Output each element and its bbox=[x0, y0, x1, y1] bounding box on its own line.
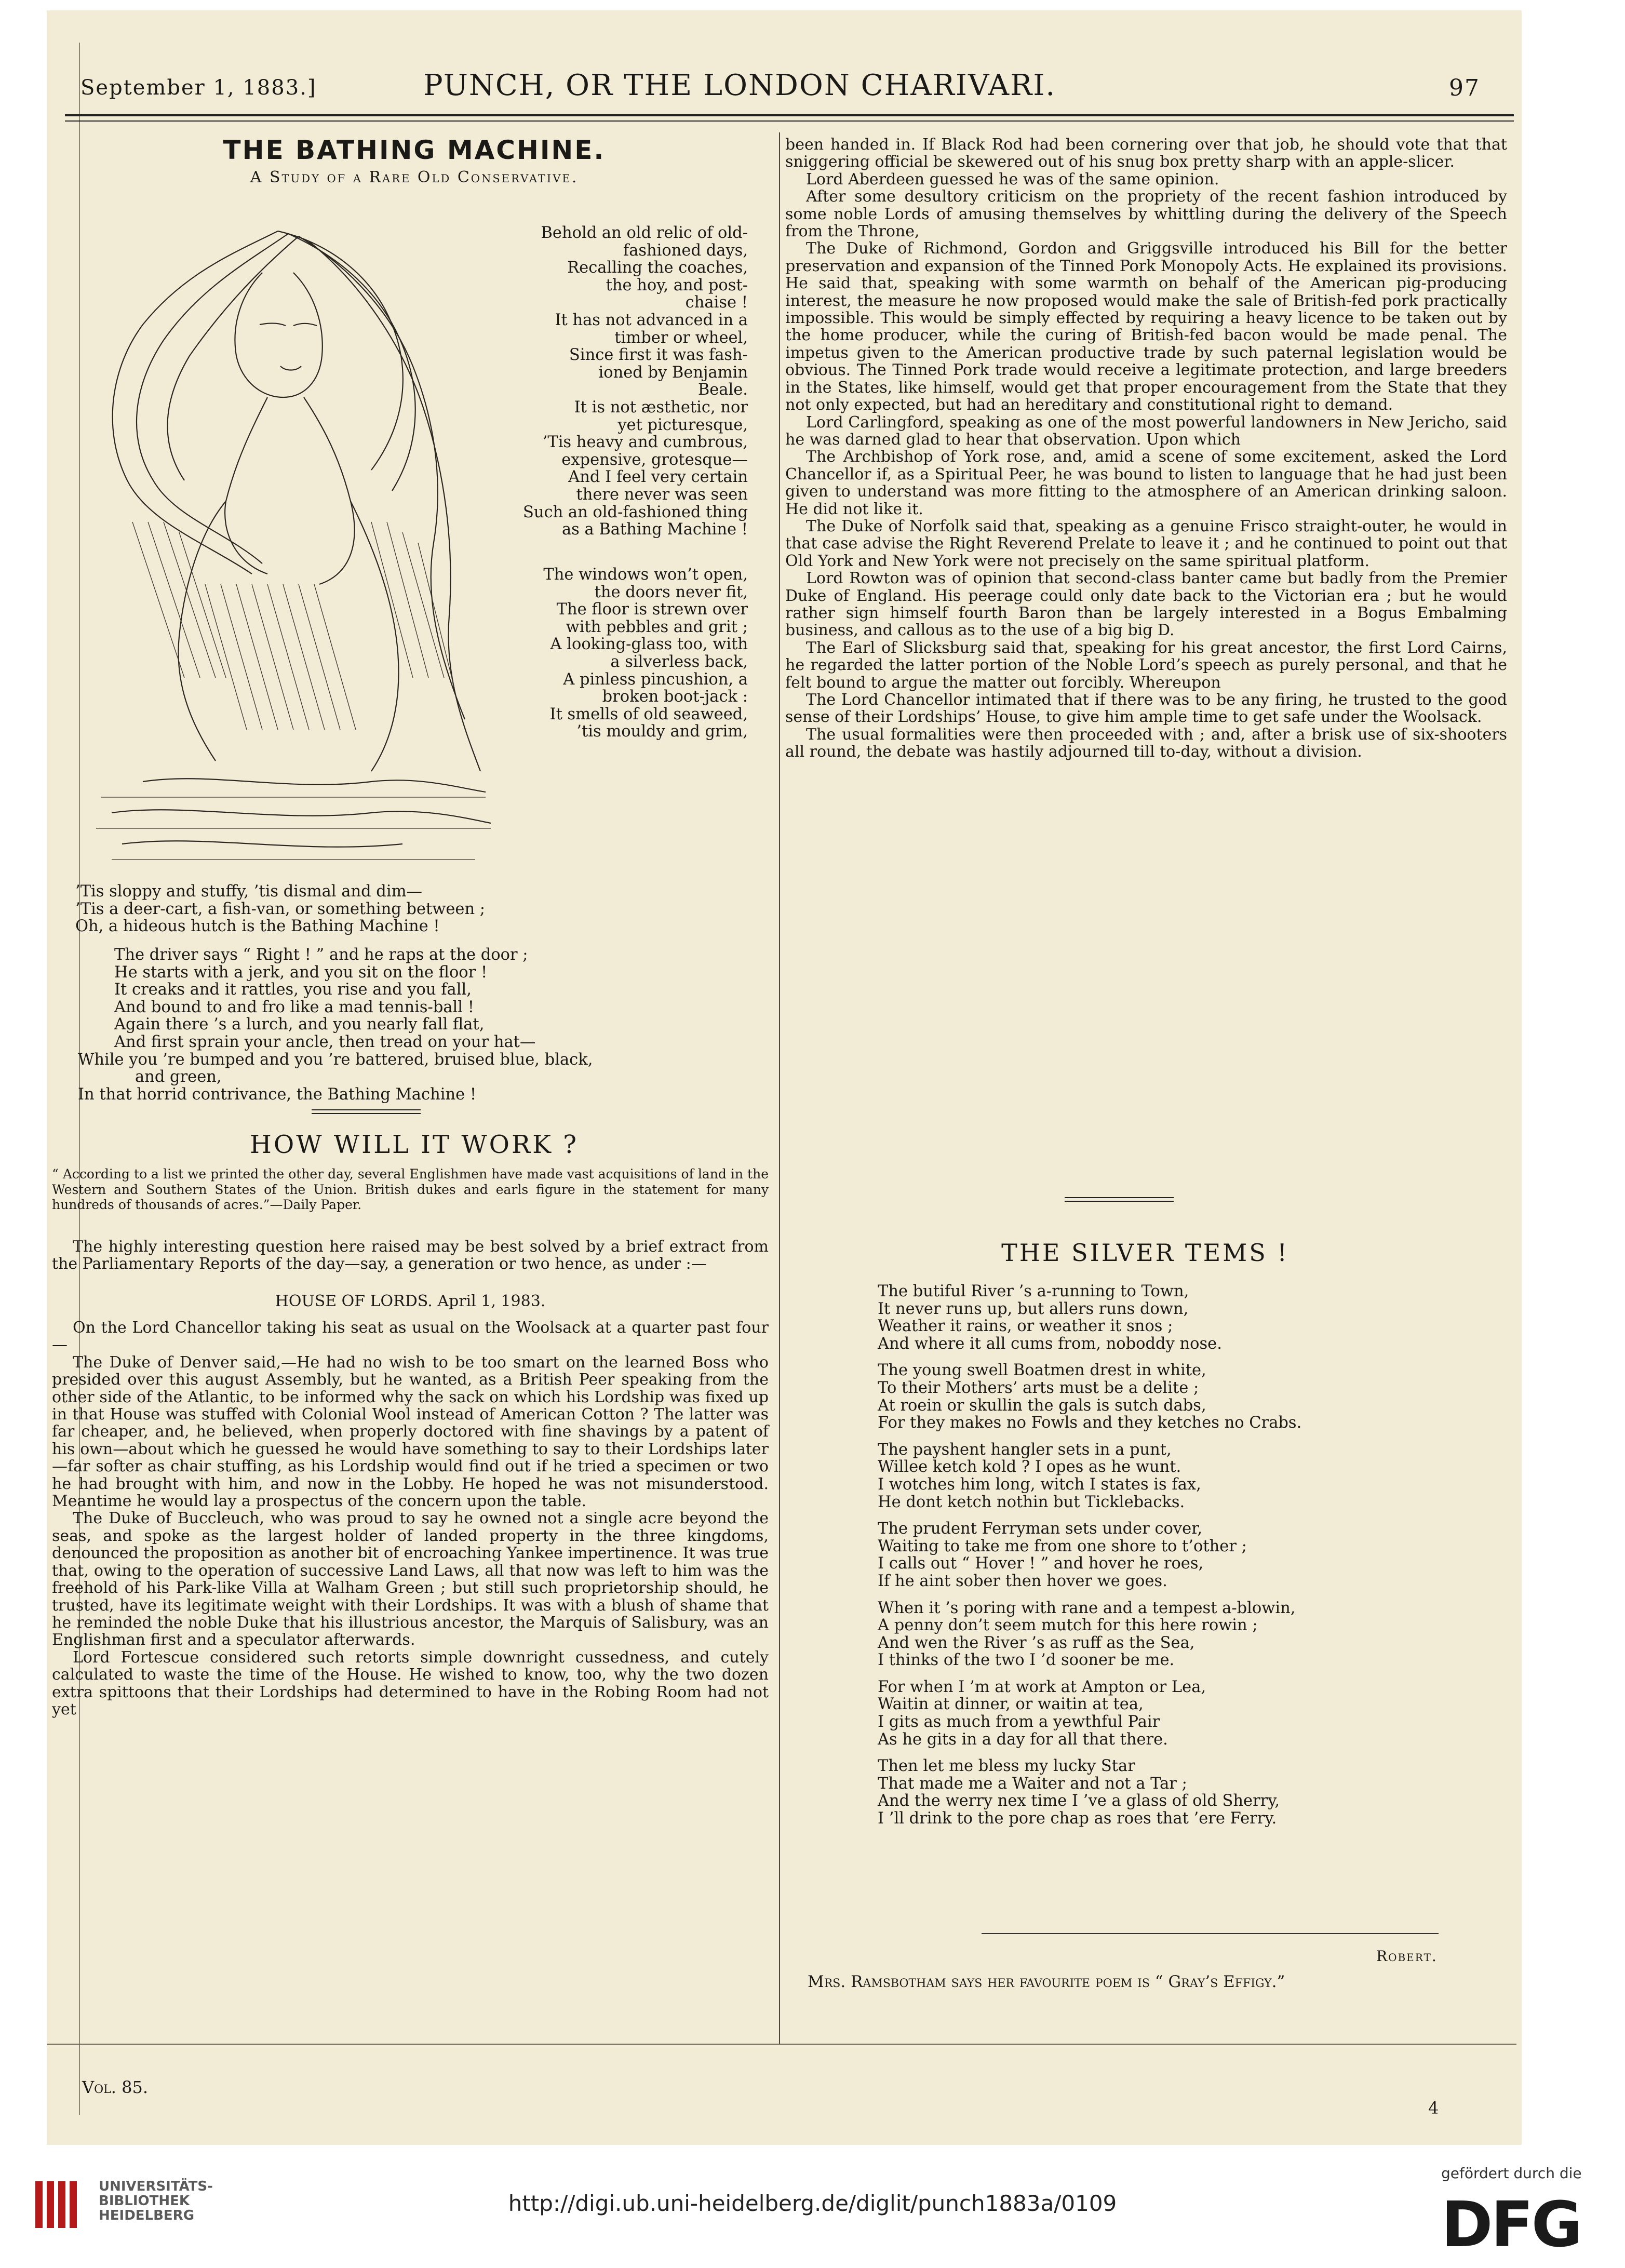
volume-label: Vol. 85. bbox=[82, 2077, 148, 2097]
work-title: HOW WILL IT WORK ? bbox=[249, 1130, 579, 1159]
poem-stanza bbox=[878, 1757, 1501, 1827]
silver-title: THE SILVER TEMS ! bbox=[1001, 1239, 1289, 1267]
verse-line: ’tis mouldy and grim, bbox=[576, 722, 748, 741]
verse-line: ’Tis heavy and cumbrous, bbox=[542, 433, 748, 452]
bathing-title: THE BATHING MACHINE. bbox=[223, 135, 606, 165]
paragraph: On the Lord Chancellor taking his seat as usual on the Woolsack at a quarter past four— bbox=[52, 1319, 769, 1354]
header-rule bbox=[65, 114, 1514, 116]
verse-line: fashioned days, bbox=[623, 241, 748, 260]
ramsbotham-note bbox=[808, 1972, 1498, 1991]
verse-line: For when I ’m at work at Ampton or Lea, bbox=[878, 1677, 1206, 1696]
verse-line: For they makes no Fowls and they ketches no Crabs. bbox=[878, 1414, 1302, 1432]
poem-stanza bbox=[878, 1441, 1501, 1511]
paragraph: After some desultory criticism on the propriety of the recent fashion introduced by some noble Lords of amusing themselves by whittling during the delivery of the Speech from the Throne, bbox=[785, 187, 1507, 241]
work-epigraph: “ According to a list we printed the other day, several Englishmen have made vast acquisitions of land in the Western and Southern States of the Union. British dukes and earls figure in the statement for many hundreds of thousands of acres.”—Daily Paper. bbox=[52, 1166, 769, 1212]
work-intro bbox=[52, 1238, 769, 1273]
verse-line: Willee ketch kold ? I opes as he wunt. bbox=[878, 1458, 1181, 1477]
verse-line: And I feel very certain bbox=[568, 468, 748, 487]
verse-line: the doors never fit, bbox=[594, 583, 748, 601]
page-bottom-rule bbox=[47, 2044, 1516, 2045]
verse-line: A penny don’t seem mutch for this here rowin ; bbox=[878, 1616, 1258, 1635]
work-left-paragraphs bbox=[52, 1319, 769, 1718]
verse-line: The young swell Boatmen drest in white, bbox=[878, 1361, 1206, 1380]
bathing-woman-illustration bbox=[80, 210, 496, 885]
verse-line: And wen the River ’s as ruff as the Sea, bbox=[878, 1633, 1195, 1652]
verse-line: the hoy, and post- bbox=[606, 276, 748, 294]
verse-line: That made me a Waiter and not a Tar ; bbox=[878, 1774, 1187, 1793]
paragraph: Lord Aberdeen guessed he was of the same opinion. bbox=[806, 170, 1219, 189]
verse-line: It is not æsthetic, nor bbox=[574, 398, 748, 417]
verse-line: as a Bathing Machine ! bbox=[561, 520, 748, 539]
divider-1 bbox=[312, 1109, 1039, 1114]
verse-line: I ’ll drink to the pore chap as roes that ’ere Ferry. bbox=[878, 1809, 1277, 1828]
header-page-number: 97 bbox=[1449, 75, 1480, 101]
verse-line: Waitin at dinner, or waitin at tea, bbox=[878, 1695, 1144, 1714]
poem-stanza bbox=[878, 1283, 1501, 1352]
verse-line: It has not advanced in a bbox=[555, 311, 748, 329]
bathing-stanza-2 bbox=[488, 566, 769, 741]
paragraph: The Duke of Denver said,—He had no wish to be too smart on the learned Boss who presided over this august Assembly, but he wanted, as a British Peer speaking from the other side of the Atlantic, to be informed why the sack on which his Lordship was fixed up in that House was stuffed with Colonial Wool instead of American Cotton ? The latter was far cheaper, and, he believed, when properly doctored with fine shavings by a patent of his own—about which he guessed he would have something to say to their Lordships later—far softer as chair stuffing, as his Lordship would find out if he tried a specimen or two he had brought with him, and now in the Lobby. He hoped he was not misunderstood. Meantime he would lay a prospectus of the concern upon the table. bbox=[52, 1353, 769, 1511]
bathing-stanza-2b bbox=[75, 883, 761, 935]
verse-line: Weather it rains, or weather it snos ; bbox=[878, 1317, 1173, 1336]
paragraph: The usual formalities were then proceeded with ; and, after a brisk use of six-shooters all round, the debate was hastily adjourned till to-day, without a division. bbox=[785, 725, 1507, 761]
verse-line: Oh, a hideous hutch is the Bathing Machine ! bbox=[75, 917, 440, 936]
paragraph: The Duke of Richmond, Gordon and Griggsville introduced his Bill for the better preservation and expansion of the Tinned Pork Monopoly Acts. He explained its provisions. He said that, speaking with some warmth on behalf of the American pig-producing interest, the measure he now proposed would make the sale of British-fed pork practically impossible. This would be simply effected by requiring a heavy licence to be taken out by the home producer, while the curing of British-fed bacon would be made penal. The impetus given to the American productive trade by such paternal legislation would be obvious. The Tinned Pork trade would receive a legitimate protection, and large breeders in the States, like himself, would get that proper encouragement from the State that they not only expected, but had an hereditary and constitutional right to demand. bbox=[785, 239, 1507, 414]
verse-line: expensive, grotesque— bbox=[561, 450, 748, 469]
verse-line: there never was seen bbox=[576, 485, 748, 504]
verse-line: When it ’s poring with rane and a tempest a-blowin, bbox=[878, 1599, 1296, 1617]
verse-line: The driver says “ Right ! ” and he raps at the door ; bbox=[114, 946, 528, 964]
verse-line: Behold an old relic of old- bbox=[541, 224, 748, 242]
verse-line: And where it all cums from, noboddy nose. bbox=[878, 1334, 1222, 1353]
verse-line: chaise ! bbox=[685, 293, 748, 312]
paragraph: The Duke of Norfolk said that, speaking as a genuine Frisco straight-outer, he would in that case advise the Right Reverend Prelate to leave it ; and he continued to point out that Old York and New York were not precisely on the same spiritual platform. bbox=[785, 517, 1507, 570]
verse-line: The windows won’t open, bbox=[543, 566, 748, 584]
verse-line: It creaks and it rattles, you rise and you fall, bbox=[114, 981, 472, 999]
bathing-subtitle: A Study of a Rare Old Conservative. bbox=[250, 168, 579, 186]
verse-line: a silverless back, bbox=[610, 652, 748, 671]
paragraph: The Archbishop of York rose, and, amid a scene of some excitement, asked the Lord Chancellor if, as a Spiritual Peer, he was bound to listen to language that he had just been given to understand was more fitting to the atmosphere of an American drinking saloon. He did not like it. bbox=[785, 448, 1507, 518]
signature-mark: 4 bbox=[1428, 2098, 1439, 2118]
verse-line: Recalling the coaches, bbox=[567, 259, 748, 277]
paragraph: Lord Carlingford, speaking as one of the most powerful landowners in New Jericho, said he was darned glad to hear that observation. Upon which bbox=[785, 413, 1507, 449]
funder-label: gefördert durch die bbox=[1441, 2165, 1582, 2182]
verse-line: While you ’re bumped and you ’re battered, bruised blue, black, bbox=[78, 1050, 593, 1069]
header-rule-thin bbox=[65, 120, 1514, 122]
work-right-paragraphs bbox=[785, 136, 1507, 761]
paragraph: Lord Rowton was of opinion that second-class banter came but badly from the Premier Duke of England. His peerage could only date back to the Victorian era ; but he would rather sign himself fourth Baron than be largely interested in a Bogus Embalming business, and callous as to the use of a big big D. bbox=[785, 569, 1507, 640]
verse-line: Waiting to take me from one shore to t’other ; bbox=[878, 1537, 1247, 1555]
verse-line: In that horrid contrivance, the Bathing Machine ! bbox=[78, 1085, 477, 1104]
verse-line: And first sprain your ancle, then tread on your hat— bbox=[114, 1032, 536, 1051]
source-url-link[interactable]: http://digi.ub.uni-heidelberg.de/diglit/punch1883a/0109 bbox=[508, 2191, 1117, 2216]
bathing-stanza-3 bbox=[78, 946, 774, 1103]
paragraph: The Lord Chancellor intimated that if there was to be any firing, he trusted to the good sense of their Lordships’ House, to give him ample time to get safe under the Woolsack. bbox=[785, 691, 1507, 727]
silver-signature bbox=[1376, 1948, 1438, 1965]
library-name-line-1: UNIVERSITÄTS- bbox=[99, 2179, 213, 2194]
verse-line: The butiful River ’s a-running to Town, bbox=[878, 1282, 1189, 1300]
verse-line: A looking-glass too, with bbox=[550, 635, 748, 654]
library-name-line-3: HEIDELBERG bbox=[99, 2208, 195, 2223]
verse-line: with pebbles and grit ; bbox=[566, 618, 748, 636]
verse-line: and green, bbox=[135, 1068, 222, 1086]
verse-line: The payshent hangler sets in a punt, bbox=[878, 1440, 1172, 1459]
verse-line: Since first it was fash- bbox=[569, 346, 748, 365]
work-heading: HOUSE OF LORDS. April 1, 1983. bbox=[275, 1292, 546, 1310]
verse-line: The prudent Ferryman sets under cover, bbox=[878, 1520, 1203, 1538]
paragraph: The Earl of Slicksburg said that, speaking for his great ancestor, the first Lord Cairns, he regarded the latter portion of the Noble Lord’s speech as purely personal, and that he felt bound to argue the matter out forcibly. Whereupon bbox=[785, 638, 1507, 692]
verse-line: I gits as much from a yewthful Pair bbox=[878, 1713, 1160, 1732]
header-date: September 1, 1883.] bbox=[80, 76, 317, 100]
paragraph: The Duke of Buccleuch, who was proud to say he owned not a single acre beyond the seas, and spoke as the largest holder of landed property in the three kingdoms, denounced the proposition as another bit of encroaching Yankee impertinence. It was true that, owing to the operation of successive Land Laws, all that now was left to him was the freehold of his Park-like Villa at Walham Green ; but still such proprietorship should, he trusted, have its legitimate weight with their Lordships. It was with a blush of shame that he reminded the noble Duke that his illustrious ancestor, the Marquis of Salisbury, was an Englishman first and a speculator afterwards. bbox=[52, 1509, 769, 1649]
silver-poem bbox=[878, 1283, 1501, 1837]
verse-line: I calls out “ Hover ! ” and hover he roes, bbox=[878, 1554, 1204, 1573]
verse-line: broken boot-jack : bbox=[602, 688, 748, 706]
verse-line: I wotches him long, witch I states is fax, bbox=[878, 1475, 1201, 1494]
verse-line: timber or wheel, bbox=[614, 328, 748, 347]
ramsbotham-text: Mrs. Ramsbotham says her favourite poem is “ Gray’s Effigy.” bbox=[808, 1972, 1285, 1991]
verse-line: At roein or skullin the gals is sutch dabs, bbox=[878, 1396, 1206, 1415]
verse-line: ioned by Benjamin bbox=[598, 363, 748, 382]
verse-line: Such an old-fashioned thing bbox=[522, 503, 748, 521]
verse-line: It smells of old seaweed, bbox=[549, 705, 748, 723]
verse-line: And the werry nex time I ’ve a glass of old Sherry, bbox=[878, 1792, 1280, 1810]
verse-line: ’Tis sloppy and stuffy, ’tis dismal and dim— bbox=[75, 882, 423, 901]
poem-stanza bbox=[878, 1520, 1501, 1590]
verse-line: yet picturesque, bbox=[617, 415, 748, 434]
verse-line: Again there ’s a lurch, and you nearly fall flat, bbox=[114, 1015, 485, 1034]
signature-text: Robert. bbox=[1376, 1948, 1438, 1965]
verse-line: He starts with a jerk, and you sit on the floor ! bbox=[114, 963, 488, 982]
verse-line: As he gits in a day for all that there. bbox=[878, 1730, 1168, 1749]
paragraph: been handed in. If Black Rod had been cornering over that job, he should vote that that sniggering official be skewered out of his snug box pretty sharp with an apple-slicer. bbox=[785, 136, 1507, 171]
bathing-stanza-1 bbox=[467, 224, 758, 539]
divider-2 bbox=[1065, 1197, 1174, 1202]
verse-line: A pinless pincushion, a bbox=[563, 670, 748, 689]
column-divider bbox=[779, 132, 780, 2044]
verse-line: To their Mothers’ arts must be a delite ; bbox=[878, 1378, 1199, 1397]
verse-line: Beale. bbox=[697, 381, 748, 399]
poem-stanza bbox=[878, 1600, 1501, 1669]
verse-line: And bound to and fro like a mad tennis-ball ! bbox=[114, 998, 474, 1016]
verse-line: If he aint sober then hover we goes. bbox=[878, 1572, 1167, 1590]
signature-rule bbox=[982, 1933, 1439, 1934]
poem-stanza bbox=[878, 1679, 1501, 1748]
paragraph: Lord Fortescue considered such retorts simple downright cussedness, and cutely calculated to waste the time of the House. He wished to know, too, why the two dozen extra spittoons that their Lordships had determined to have in the Robing Room had not yet bbox=[52, 1648, 769, 1719]
verse-line: He dont ketch nothin but Ticklebacks. bbox=[878, 1493, 1185, 1511]
verse-line: The floor is strewn over bbox=[556, 600, 748, 619]
verse-line: It never runs up, but allers runs down, bbox=[878, 1299, 1189, 1318]
library-name-line-2: BIBLIOTHEK bbox=[99, 2193, 190, 2209]
header-title: PUNCH, OR THE LONDON CHARIVARI. bbox=[423, 69, 1056, 102]
verse-line: ’Tis a deer-cart, a fish-van, or something between ; bbox=[75, 900, 486, 918]
poem-stanza bbox=[878, 1362, 1501, 1431]
verse-line: Then let me bless my lucky Star bbox=[878, 1757, 1135, 1776]
verse-line: I thinks of the two I ’d sooner be me. bbox=[878, 1651, 1175, 1670]
left-column bbox=[49, 135, 779, 186]
dfg-logo: DFG bbox=[1441, 2189, 1581, 2261]
work-intro-text: The highly interesting question here raised may be best solved by a brief extract from the Parliamentary Reports of the day—say, a generation or two hence, as under :— bbox=[52, 1238, 769, 1273]
